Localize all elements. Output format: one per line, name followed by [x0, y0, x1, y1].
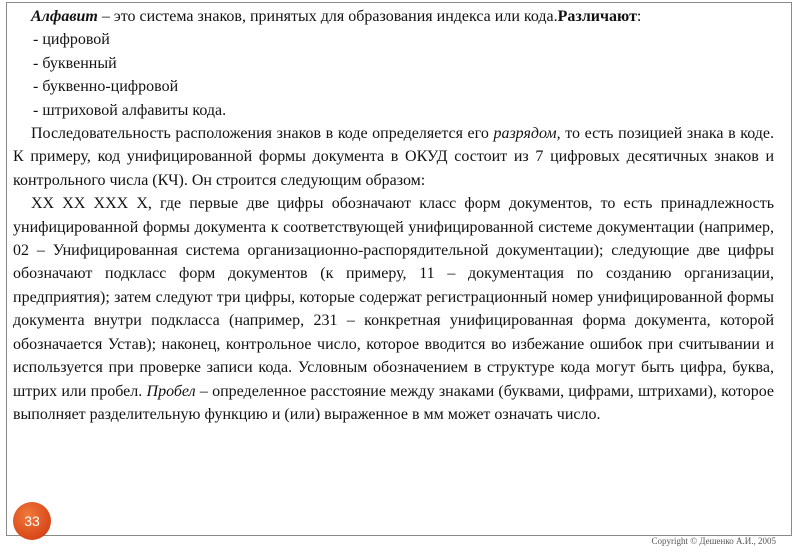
list-item: - цифровой	[33, 31, 110, 49]
slide-number-badge: 33	[13, 502, 51, 540]
paragraph-sequence-start: Последовательность расположения знаков в коде определяется его	[31, 125, 494, 143]
slide-text	[13, 5, 774, 426]
term-space: Пробел	[146, 382, 196, 400]
paragraph-code-structure	[13, 192, 774, 426]
alphabet-definition-text: – это система знаков, принятых для образования индекса или кода.	[97, 8, 558, 25]
paragraph-sequence	[13, 122, 774, 192]
distinguish-label: Различают	[557, 8, 637, 25]
list-item: - штриховой алфавиты кода.	[33, 101, 227, 119]
paragraph-sequence-end: , то есть позицией знака в коде. К примеру, код унифицированной формы документа в ОКУД состоит из 7 цифровых десятичных знаков и контрольного числа (КЧ). Он строится следующим образом:	[13, 125, 775, 189]
paragraph-code-structure-end: – определенное расстояние между знаками (буквами, цифрами, штрихами), которое выполняет разделительную функцию и (или) выраженное в мм может означать число.	[13, 382, 774, 423]
list-item: - буквенный	[33, 54, 117, 72]
list-item: - буквенно-цифровой	[33, 78, 179, 96]
term-digit-position: разрядом	[493, 125, 557, 143]
paragraph-code-structure-start: XX XX XXX X, где первые две цифры обозначают класс форм документов, то есть принадлежность унифицированной формы документа к соответствующей унифицированной системе документации (например, 02 – Унифицированная система организационно-распорядительной документации); следующие две цифры обозначают подкласс форм документов (к примеру, 11 – документация по созданию организации, предприятия); затем следуют три цифры, которые содержат регистрационный номер унифицированной формы документа внутри подкласса (например, 231 – конкретная унифицированная форма документа, которой обозначается Устав); наконец, контрольное число, которое вводится во избежание ошибок при считывании и используется при проверке записи кода. Условным обозначением в структуре кода могут быть цифра, буква, штрих или пробел.	[13, 195, 774, 400]
distinguish-colon: :	[636, 8, 642, 25]
copyright-text: Copyright © Дешенко А.И., 2005	[651, 536, 776, 546]
alphabet-definition	[13, 5, 774, 28]
term-alphabet: Алфавит	[31, 8, 98, 25]
